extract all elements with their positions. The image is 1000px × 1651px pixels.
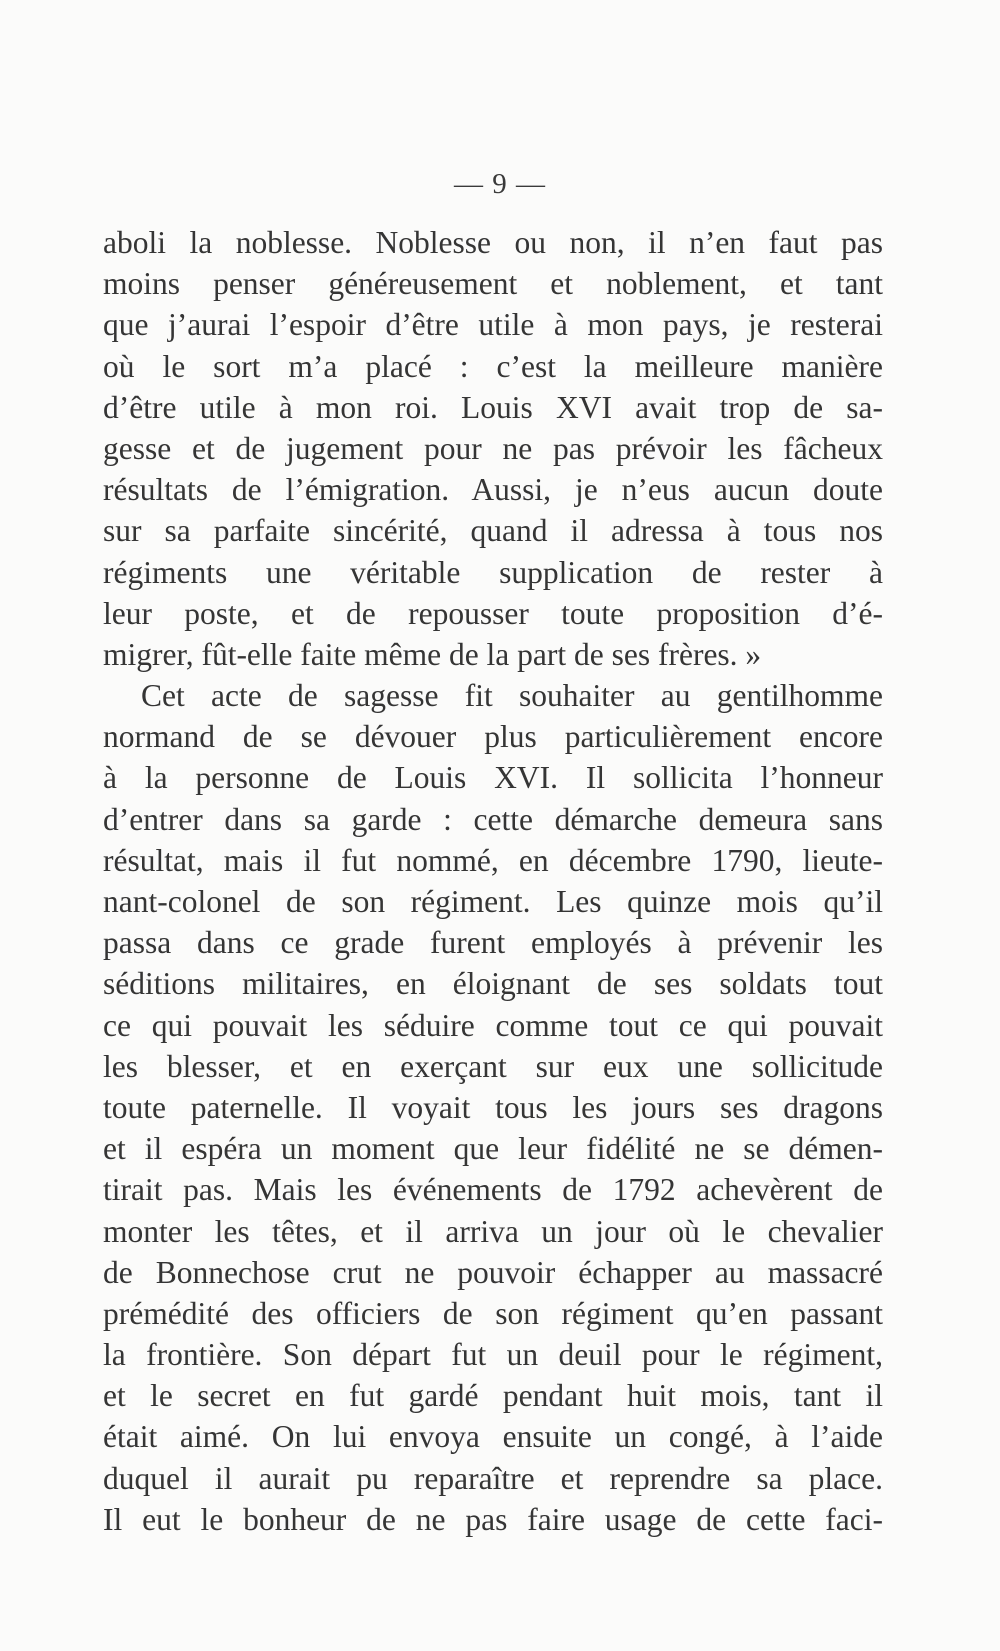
text-line: que j’aurai l’espoir d’être utile à mon pays, je resterai: [103, 307, 883, 343]
text-line: où le sort m’a placé : c’est la meilleure manière: [103, 348, 883, 384]
text-line: moins penser généreusement et noblement, et tant: [103, 266, 883, 302]
text-line: et il espéra un moment que leur fidélité ne se démen-: [103, 1131, 883, 1167]
text-line: duquel il aurait pu reparaître et reprendre sa place.: [103, 1460, 883, 1496]
text-line: les blesser, et en exerçant sur eux une sollicitude: [103, 1048, 883, 1084]
text-line: d’entrer dans sa garde : cette démarche demeura sans: [103, 801, 883, 837]
text-line: résultats de l’émigration. Aussi, je n’eus aucun doute: [103, 472, 883, 508]
page-number: — 9 —: [454, 168, 546, 200]
text-line: nant-colonel de son régiment. Les quinze mois qu’il: [103, 884, 883, 919]
text-line: Il eut le bonheur de ne pas faire usage de cette faci-: [103, 1501, 883, 1537]
text-line: d’être utile à mon roi. Louis XVI avait trop de sa-: [103, 389, 883, 425]
body-text: [103, 222, 883, 1540]
text-line: toute paternelle. Il voyait tous les jours ses dragons: [103, 1089, 883, 1125]
text-line: la frontière. Son départ fut un deuil pour le régiment,: [103, 1337, 883, 1373]
text-line: passa dans ce grade furent employés à prévenir les: [103, 925, 883, 961]
text-line: sur sa parfaite sincérité, quand il adressa à tous nos: [103, 513, 883, 549]
text-line: résultat, mais il fut nommé, en décembre 1790, lieute-: [103, 842, 883, 878]
text-line: séditions militaires, en éloignant de ses soldats tout: [103, 966, 883, 1002]
text-line: ce qui pouvait les séduire comme tout ce qui pouvait: [103, 1007, 883, 1043]
text-line: leur poste, et de repousser toute proposition d’é-: [103, 595, 883, 631]
text-line: régiments une véritable supplication de rester à: [103, 554, 883, 590]
text-line: gesse et de jugement pour ne pas prévoir les fâcheux: [103, 430, 883, 466]
text-line: Cet acte de sagesse fit souhaiter au gentilhomme: [141, 678, 883, 714]
text-line: et le secret en fut gardé pendant huit mois, tant il: [103, 1378, 883, 1414]
text-line: monter les têtes, et il arriva un jour où le chevalier: [103, 1213, 883, 1249]
text-line: à la personne de Louis XVI. Il sollicita l’honneur: [103, 760, 883, 796]
text-line: aboli la noblesse. Noblesse ou non, il n’en faut pas: [103, 225, 883, 260]
text-line: normand de se dévouer plus particulièrement encore: [103, 719, 883, 755]
text-line: migrer, fût-elle faite même de la part de ses frères. »: [103, 636, 762, 672]
text-line: de Bonnechose crut ne pouvoir échapper au massacré: [103, 1254, 883, 1290]
text-line: prémédité des officiers de son régiment qu’en passant: [103, 1295, 883, 1331]
text-line: était aimé. On lui envoya ensuite un congé, à l’aide: [103, 1419, 883, 1455]
text-line: tirait pas. Mais les événements de 1792 achevèrent de: [103, 1172, 883, 1208]
